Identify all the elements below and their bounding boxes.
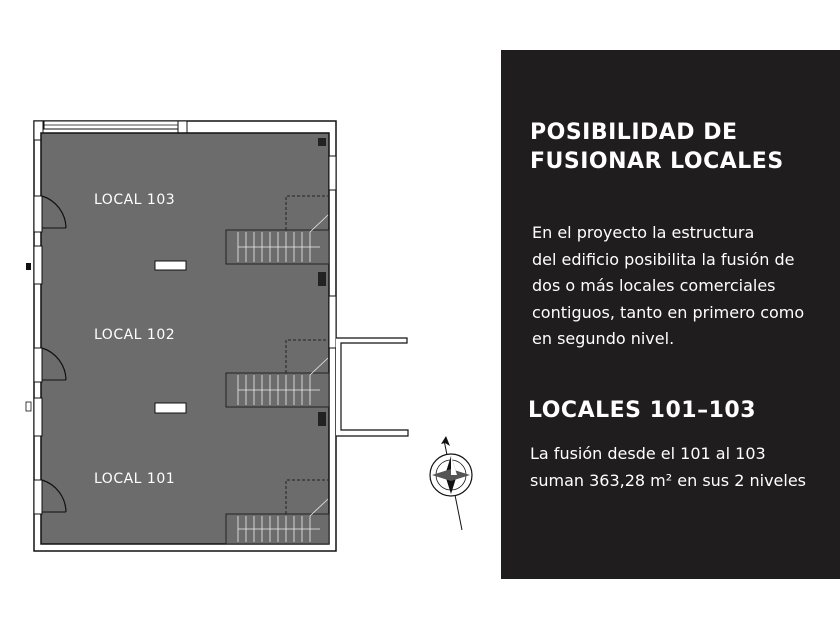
local-103-label: LOCAL 103: [94, 192, 176, 208]
description-line: en segundo nivel.: [532, 329, 675, 348]
column: [155, 403, 186, 413]
fusion-area-text: [530, 441, 806, 494]
column: [155, 261, 186, 270]
description-line: En el proyecto la estructura: [532, 223, 755, 242]
fusion-line: suman 363,28 m² en sus 2 niveles: [530, 470, 807, 490]
description-line: dos o más locales comerciales: [532, 276, 776, 295]
info-panel: [501, 50, 840, 579]
locales-subheading: LOCALES 101–103: [528, 398, 757, 423]
description-line: del edificio posibilita la fusión de: [532, 249, 795, 269]
title-line: POSIBILIDAD DE: [530, 120, 738, 145]
panel-description: [532, 220, 804, 353]
fusion-line: La fusión desde el 101 al 103: [530, 444, 766, 463]
title-line: FUSIONAR LOCALES: [530, 149, 784, 174]
exterior-terrace: [336, 338, 408, 436]
local-102-label: LOCAL 102: [94, 327, 176, 343]
north-arrow-compass-icon: [430, 436, 472, 530]
description-line: contiguos, tanto en primero como: [532, 302, 805, 322]
panel-title: [530, 118, 784, 176]
local-101-label: LOCAL 101: [94, 471, 176, 487]
